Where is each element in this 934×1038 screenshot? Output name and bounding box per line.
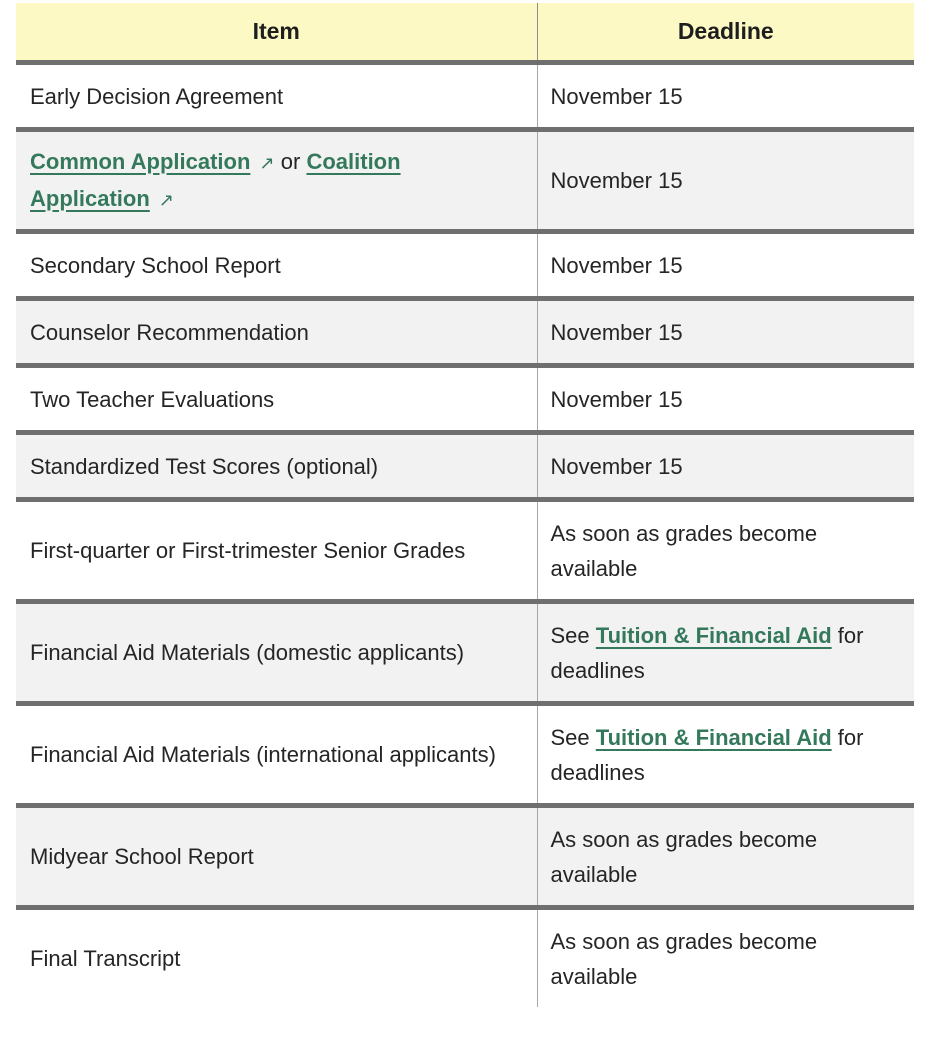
column-header-item bbox=[16, 3, 537, 63]
deadline-label: As soon as grades become available bbox=[550, 826, 818, 887]
item-cell bbox=[16, 232, 537, 299]
deadline-label: November 15 bbox=[550, 168, 683, 193]
item-cell bbox=[16, 704, 537, 806]
item-cell bbox=[16, 908, 537, 1008]
deadline-cell bbox=[537, 806, 914, 908]
deadline-cell bbox=[537, 366, 914, 433]
table-row bbox=[16, 366, 914, 433]
deadline-cell bbox=[537, 433, 914, 500]
column-header-item-label: Item bbox=[252, 18, 300, 44]
deadline-cell bbox=[537, 299, 914, 366]
item-cell bbox=[16, 500, 537, 602]
item-cell bbox=[16, 299, 537, 366]
item-cell bbox=[16, 366, 537, 433]
item-label: Secondary School Report bbox=[30, 252, 281, 278]
table-row bbox=[16, 704, 914, 806]
table-row bbox=[16, 130, 914, 232]
item-label: Financial Aid Materials (international applicants) bbox=[30, 742, 496, 767]
item-cell bbox=[16, 602, 537, 704]
tuition-financial-aid-link-international[interactable]: Tuition & Financial Aid bbox=[595, 724, 832, 750]
item-cell bbox=[16, 433, 537, 500]
item-label: Final Transcript bbox=[30, 946, 181, 971]
tuition-financial-aid-link-domestic[interactable]: Tuition & Financial Aid bbox=[595, 622, 832, 648]
deadlines-table bbox=[16, 3, 914, 1007]
item-cell bbox=[16, 130, 537, 232]
item-cell bbox=[16, 63, 537, 130]
deadline-label: As soon as grades become available bbox=[550, 928, 818, 989]
item-label: Standardized Test Scores (optional) bbox=[30, 453, 379, 479]
deadline-cell bbox=[537, 63, 914, 130]
table-row bbox=[16, 232, 914, 299]
common-application-link[interactable]: Common Application bbox=[30, 148, 251, 174]
item-label: Counselor Recommendation bbox=[30, 319, 309, 345]
deadline-cell bbox=[537, 500, 914, 602]
or-text: or bbox=[280, 148, 301, 174]
column-header-deadline bbox=[537, 3, 914, 63]
deadline-label: As soon as grades become available bbox=[550, 520, 818, 581]
deadline-label: November 15 bbox=[550, 386, 683, 412]
table-row bbox=[16, 908, 914, 1008]
deadline-cell bbox=[537, 908, 914, 1008]
table-row bbox=[16, 806, 914, 908]
deadline-suffix: for deadlines bbox=[550, 622, 864, 683]
deadline-cell bbox=[537, 232, 914, 299]
table-row bbox=[16, 63, 914, 130]
deadline-cell bbox=[537, 130, 914, 232]
item-label: Financial Aid Materials (domestic applicants) bbox=[30, 640, 465, 665]
column-header-deadline-label: Deadline bbox=[677, 18, 774, 44]
coalition-application-link[interactable]: Coalition Application bbox=[30, 148, 401, 211]
external-link-icon: ↗ bbox=[158, 189, 175, 210]
item-label: Early Decision Agreement bbox=[30, 83, 284, 109]
deadline-prefix: See bbox=[550, 724, 590, 750]
header-row bbox=[16, 3, 914, 63]
item-label: First-quarter or First-trimester Senior Grades bbox=[30, 538, 466, 563]
table-row bbox=[16, 433, 914, 500]
item-label: Two Teacher Evaluations bbox=[30, 386, 275, 412]
table-row bbox=[16, 500, 914, 602]
item-cell bbox=[16, 806, 537, 908]
deadline-label: November 15 bbox=[550, 319, 683, 345]
deadline-label: November 15 bbox=[550, 83, 683, 109]
table-row bbox=[16, 299, 914, 366]
deadline-prefix: See bbox=[550, 622, 590, 648]
deadline-label: November 15 bbox=[550, 252, 683, 278]
deadline-cell bbox=[537, 704, 914, 806]
deadline-label: November 15 bbox=[550, 453, 683, 479]
item-label: Midyear School Report bbox=[30, 844, 254, 869]
external-link-icon: ↗ bbox=[259, 152, 275, 173]
deadline-cell bbox=[537, 602, 914, 704]
table-row bbox=[16, 602, 914, 704]
deadline-suffix: for deadlines bbox=[550, 724, 864, 785]
